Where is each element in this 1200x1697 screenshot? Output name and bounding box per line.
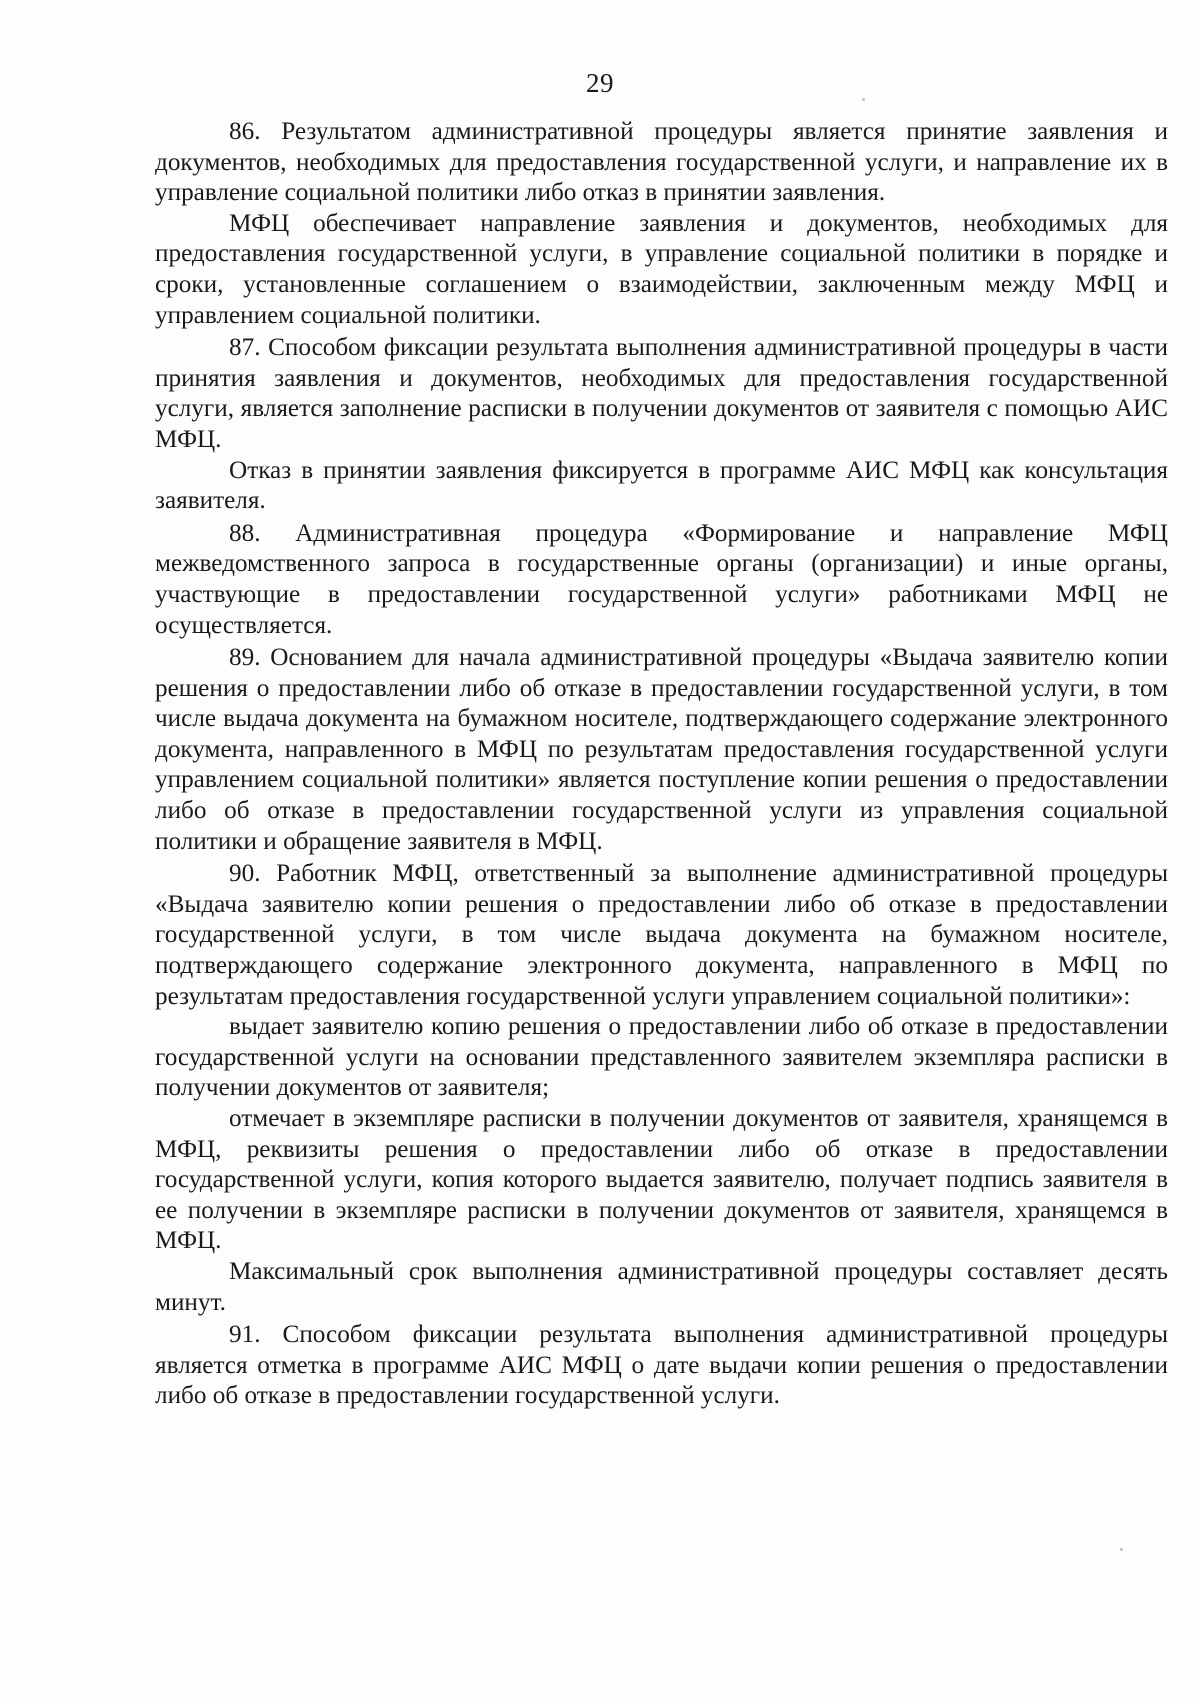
paragraph-86: 86. Результатом административной процедуры является принятие заявления и документов, необходимых для предоставления государственной услуги, и направление их в управление социальной политики либо отказ в принятии заявления.	[155, 118, 1168, 207]
scan-speck	[1120, 1548, 1123, 1551]
paragraph-91: 91. Способом фиксации результата выполнения административной процедуры является отметка в программе АИС МФЦ о дате выдачи копии решения о предоставлении либо об отказе в предоставлении государственной услуги.	[155, 1321, 1168, 1410]
paragraph-90: 90. Работник МФЦ, ответственный за выполнение административной процедуры «Выдача заявителю копии решения о предоставлении либо об отказе в предоставлении государственной услуги, в том числе выдача документа на бумажном носителе, подтверждающего содержание электронного документа, направленного в МФЦ по результатам предоставления государственной услуги управлением социальной политики»:	[155, 860, 1168, 1010]
paragraph-90-issue-copy: выдает заявителю копию решения о предоставлении либо об отказе в предоставлении государственной услуги на основании представленного заявителем экземпляра расписки в получении документов от заявителя;	[155, 1013, 1168, 1102]
paragraph-87-continuation: Отказ в принятии заявления фиксируется в программе АИС МФЦ как консультация заявителя.	[155, 456, 1168, 515]
paragraph-89: 89. Основанием для начала административной процедуры «Выдача заявителю копии решения о предоставлении либо об отказе в предоставлении государственной услуги, в том числе выдача документа на бумажном носителе, подтверждающего содержание электронного документа, направленного в МФЦ по результатам предоставления государственной услуги управлением социальной политики» является поступление копии решения о предоставлении либо об отказе в предоставлении государственной услуги из управления социальной политики и обращение заявителя в МФЦ.	[155, 644, 1168, 855]
page-number: 29	[586, 68, 614, 98]
paragraph-90-record-details: отмечает в экземпляре расписки в получении документов от заявителя, хранящемся в МФЦ, реквизиты решения о предоставлении либо об отказе в предоставлении государственной услуги, копия которого выдается заявителю, получает подпись заявителя в ее получении в экземпляре расписки в получении документов от заявителя, хранящемся в МФЦ.	[155, 1105, 1168, 1255]
paragraph-88: 88. Административная процедура «Формирование и направление МФЦ межведомственного запроса в государственные органы (организации) и иные органы, участвующие в предоставлении государственной услуги» работниками МФЦ не осуществляется.	[155, 519, 1168, 639]
document-body	[155, 115, 1168, 1412]
scan-speck	[862, 98, 865, 101]
paragraph-87: 87. Способом фиксации результата выполнения административной процедуры в части принятия заявления и документов, необходимых для предоставления государственной услуги, является заполнение расписки в получении документов от заявителя с помощью АИС МФЦ.	[155, 334, 1168, 453]
paragraph-90-max-time: Максимальный срок выполнения административной процедуры составляет десять минут.	[155, 1257, 1168, 1316]
paragraph-86-continuation: МФЦ обеспечивает направление заявления и документов, необходимых для предоставления государственной услуги, в управление социальной политики в порядке и сроки, установленные соглашением о взаимодействии, заключенным между МФЦ и управлением социальной политики.	[155, 209, 1168, 329]
